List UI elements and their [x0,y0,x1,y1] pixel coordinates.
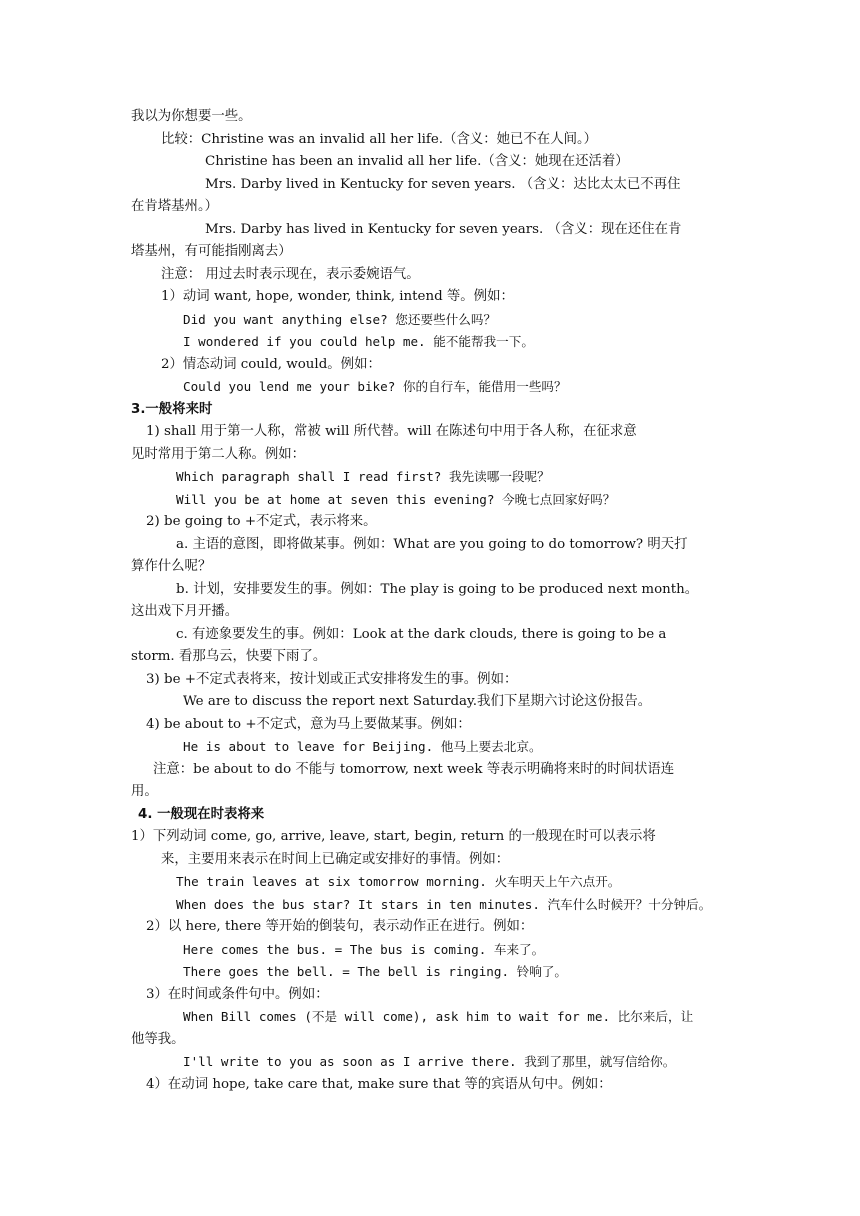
text-line: 算作什么呢？ [131,559,212,574]
text-line: 2）以 here, there 等开始的倒装句，表示动作正在进行。例如： [146,919,534,934]
section-heading: 3.一般将来时 [131,402,213,417]
text-line: 在肯塔基州。） [131,199,219,214]
text-line: 4）在动词 hope, take care that, make sure that 等的宾语从句中。例如： [146,1077,612,1092]
text-line: a. 主语的意图，即将做某事。例如：What are you going to do tomorrow? 明天打 [176,537,688,552]
text-line: Mrs. Darby has lived in Kentucky for seven years. （含义：现在还住在肯 [205,222,682,237]
text-line: Mrs. Darby lived in Kentucky for seven years. （含义：达比太太已不再住 [205,177,681,192]
text-line: 1) shall 用于第一人称，常被 will 所代替。will 在陈述句中用于各人称，在征求意 [146,424,637,439]
text-line: 注意：be about to do 不能与 tomorrow, next week 等表示明确将来时的时间状语连 [153,762,675,777]
text-line: b. 计划，安排要发生的事。例如：The play is going to be produced next month。 [176,582,699,597]
text-line: Could you lend me your bike? 你的自行车，能借用一些吗？ [183,379,567,394]
text-line: 我以为你想要一些。 [131,109,252,124]
text-line: 3）在时间或条件句中。例如： [146,987,329,1002]
text-line: Did you want anything else? 您还要些什么吗？ [183,312,497,327]
text-line: 2）情态动词 could, would。例如： [161,357,381,372]
text-line: I wondered if you could help me. 能不能帮我一下。 [183,334,534,349]
text-line: 4) be about to +不定式，意为马上要做某事。例如： [146,717,471,732]
text-line: 塔基州，有可能指刚离去） [131,244,292,259]
text-line: The train leaves at six tomorrow morning. 火车明天上午六点开。 [176,874,621,889]
text-line: c. 有迹象要发生的事。例如：Look at the dark clouds, there is going to be a [176,627,667,642]
text-line: 3) be +不定式表将来，按计划或正式安排将发生的事。例如： [146,672,518,687]
text-line: When Bill comes (不是 will come), ask him to wait for me. 比尔来后，让 [183,1009,694,1024]
text-line: 2) be going to +不定式，表示将来。 [146,514,377,529]
text-line: Which paragraph shall I read first? 我先读哪一段呢？ [176,469,550,484]
text-line: 见时常用于第二人称。例如： [131,447,306,462]
text-line: When does the bus star? It stars in ten minutes. 汽车什么时候开？十分钟后。 [176,897,712,912]
text-line: He is about to leave for Beijing. 他马上要去北京。 [183,739,542,754]
text-line: 注意： 用过去时表示现在，表示委婉语气。 [161,267,420,282]
text-line: 他等我。 [131,1032,185,1047]
text-line: 1）下列动词 come, go, arrive, leave, start, begin, return 的一般现在时可以表示将 [131,829,656,844]
text-line: There goes the bell. = The bell is ringing. 铃响了。 [183,964,567,979]
text-line: 用。 [131,784,158,799]
text-line: Will you be at home at seven this evening? 今晚七点回家好吗？ [176,492,616,507]
section-heading: 4. 一般现在时表将来 [138,807,265,822]
text-line: Christine has been an invalid all her life.（含义：她现在还活着） [205,154,629,169]
text-line: 1）动词 want, hope, wonder, think, intend 等。例如： [161,289,514,304]
text-line: I'll write to you as soon as I arrive there. 我到了那里，就写信给你。 [183,1054,676,1069]
text-line: We are to discuss the report next Saturday.我们下星期六讨论这份报告。 [183,694,652,709]
text-line: 比较：Christine was an invalid all her life.（含义：她已不在人间。） [161,132,598,147]
text-line: Here comes the bus. = The bus is coming. 车来了。 [183,942,545,957]
text-line: 来，主要用来表示在时间上已确定或安排好的事情。例如： [161,852,510,867]
text-line: storm. 看那乌云，快要下雨了。 [131,649,327,664]
text-line: 这出戏下月开播。 [131,604,239,619]
